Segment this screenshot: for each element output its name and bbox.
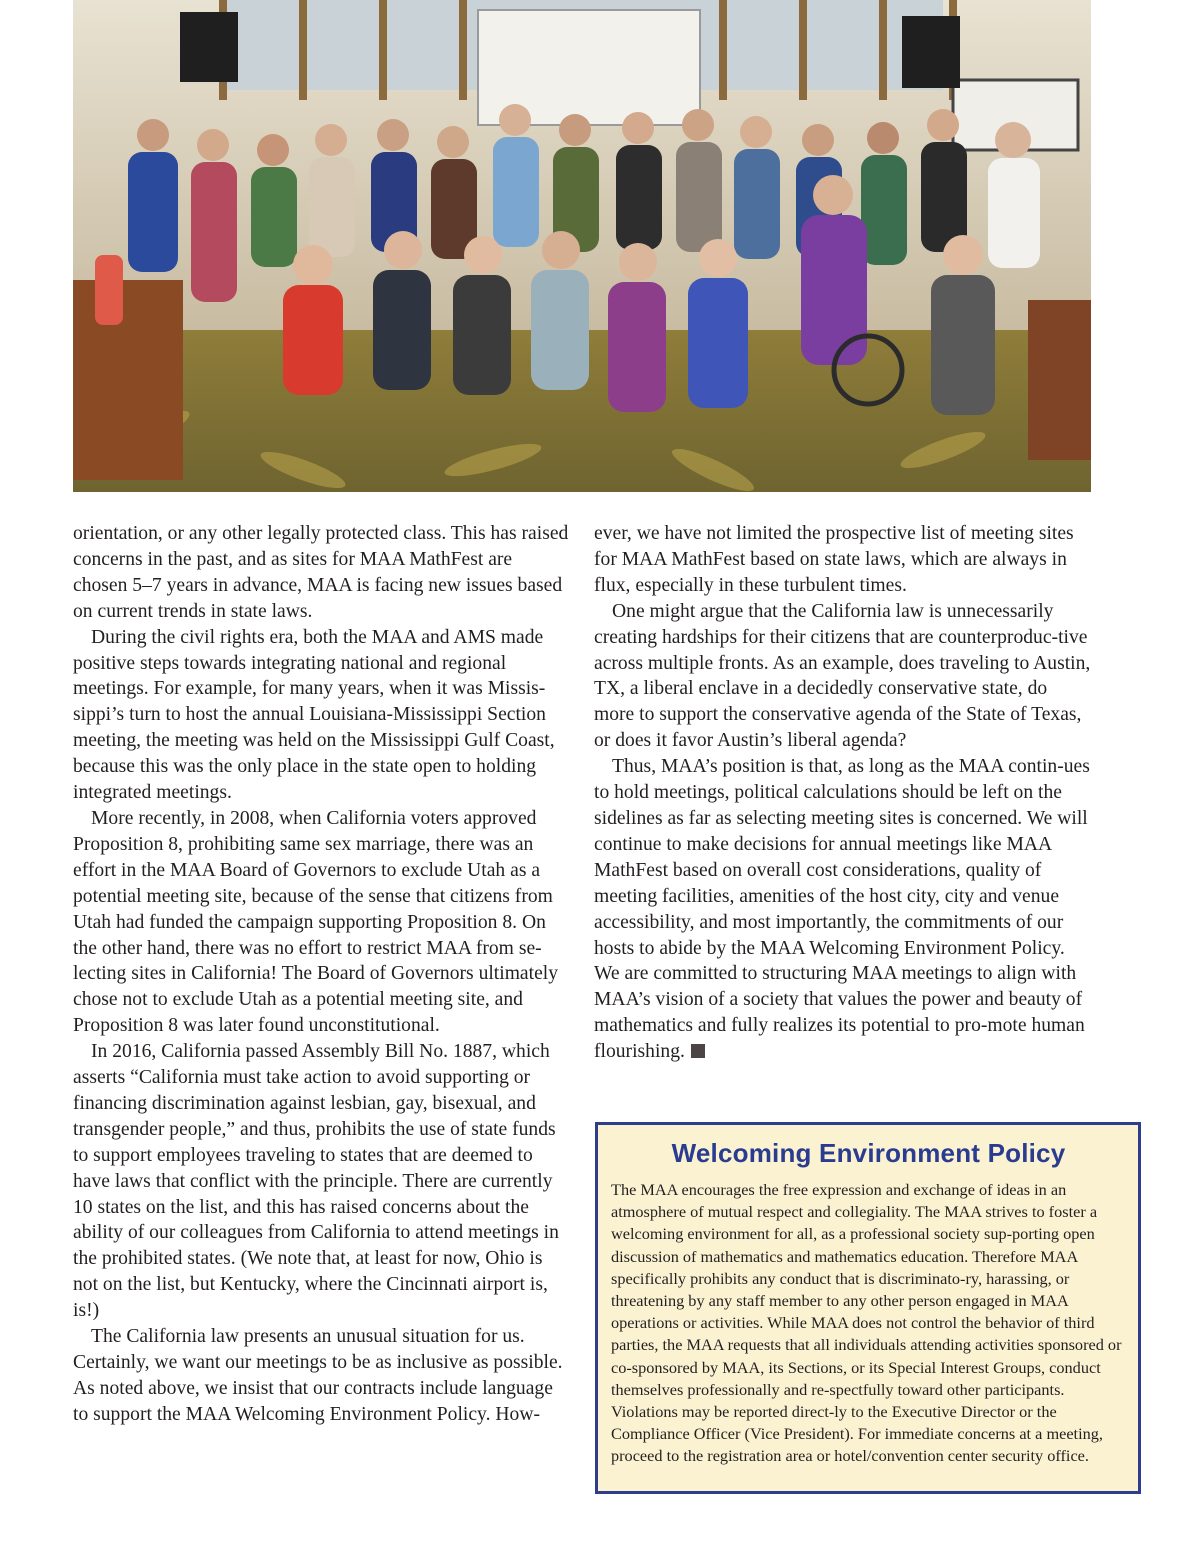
group-photo (73, 0, 1091, 492)
paragraph: ever, we have not limited the prospective list of meeting sites for MAA MathFest based on state laws, which are always in flux, especially in these turbulent times. (594, 523, 1074, 596)
welcoming-policy-box (595, 1122, 1141, 1494)
paragraph: One might argue that the California law is unnecessarily creating hardships for their citizens that are counterproduc-tive across multiple fronts. As an example, does traveling to Austin, TX, a liberal enclave in a decidedly conservative state, do more to support the conservative agenda of the State of Texas, or does it favor Austin’s liberal agenda? (594, 600, 1091, 752)
end-of-article-mark (691, 1044, 705, 1058)
policy-body: The MAA encourages the free expression and exchange of ideas in an atmosphere of mutual respect and collegiality. The MAA strives to foster a welcoming environment for all, as a professional society sup-porting open discussion of mathematics and mathematics education. Therefore MAA specifically prohibits any conduct that is discriminato-ry, harassing, or threatening by any staff member to any other person engaged in MAA operations or activities. While MAA does not control the behavior of third parties, the MAA requests that all individuals attending activities sponsored or co-sponsored by MAA, its Sections, or its Special Interest Groups, conduct themselves professionally and re-spectfully toward other participants. Violations may be reported direct-ly to the Executive Director or the Compliance Officer (Vice President). For immediate concerns at a meeting, proceed to the registration area or hotel/convention center security office. (611, 1180, 1122, 1466)
paragraph: During the civil rights era, both the MAA and AMS made positive steps towards integrating national and regional meetings. For example, for many years, when it was Missis-sippi’s turn to host the annual Louisiana-Mississippi Section meeting, the meeting was held on the Mississippi Gulf Coast, because this was the only place in the state open to holding integrated meetings. (73, 626, 555, 804)
paragraph-final (594, 754, 1091, 1065)
paragraph: orientation, or any other legally protected class. This has raised concerns in the past, and as sites for MAA MathFest are chosen 5–7 years in advance, MAA is facing new issues based on current trends in state laws. (73, 523, 569, 622)
paragraph: In 2016, California passed Assembly Bill No. 1887, which asserts “California must take action to avoid supporting or financing discrimination against lesbian, gay, bisexual, and transgender people,” and thus, prohibits the use of state funds to support employees traveling to states that are deemed to have laws that conflict with the principle. There are currently 10 states on the list, and this has raised concerns about the ability of our colleagues from California to attend meetings in the prohibited states. (We note that, at least for now, Ohio is not on the list, but Kentucky, where the Cincinnati airport is, is!) (73, 1041, 559, 1322)
paragraph-final-text: Thus, MAA’s position is that, as long as the MAA contin-ues to hold meetings, political calculations should be left on the sidelines as far as selecting meeting sites is concerned. We will continue to make decisions for annual meetings like MAA MathFest based on overall cost considerations, quality of meeting facilities, amenities of the host city, city and venue accessibility, and most importantly, the commitments of our hosts to abide by the MAA Welcoming Environment Policy. We are committed to structuring MAA meetings to align with MAA’s vision of a society that values the power and beauty of mathematics and fully realizes its potential to pro-mote human flourishing. (594, 756, 1090, 1063)
article-left-column (73, 521, 570, 1428)
policy-title: Welcoming Environment Policy (671, 1138, 1066, 1168)
paragraph: The California law presents an unusual situation for us. Certainly, we want our meetings to be as inclusive as possible. As noted above, we insist that our contracts include language to support the MAA Welcoming Environment Policy. How- (73, 1326, 563, 1425)
paragraph: More recently, in 2008, when California voters approved Proposition 8, prohibiting same sex marriage, there was an effort in the MAA Board of Governors to exclude Utah as a potential meeting site, because of the sense that citizens from Utah had funded the campaign supporting Proposition 8. On the other hand, there was no effort to restrict MAA from se-lecting sites in California! The Board of Governors ultimately chose not to exclude Utah as a potential meeting site, and Proposition 8 was later found unconstitutional. (73, 807, 559, 1037)
group-photo-illustration (73, 0, 1091, 492)
article-right-column (594, 521, 1091, 1065)
